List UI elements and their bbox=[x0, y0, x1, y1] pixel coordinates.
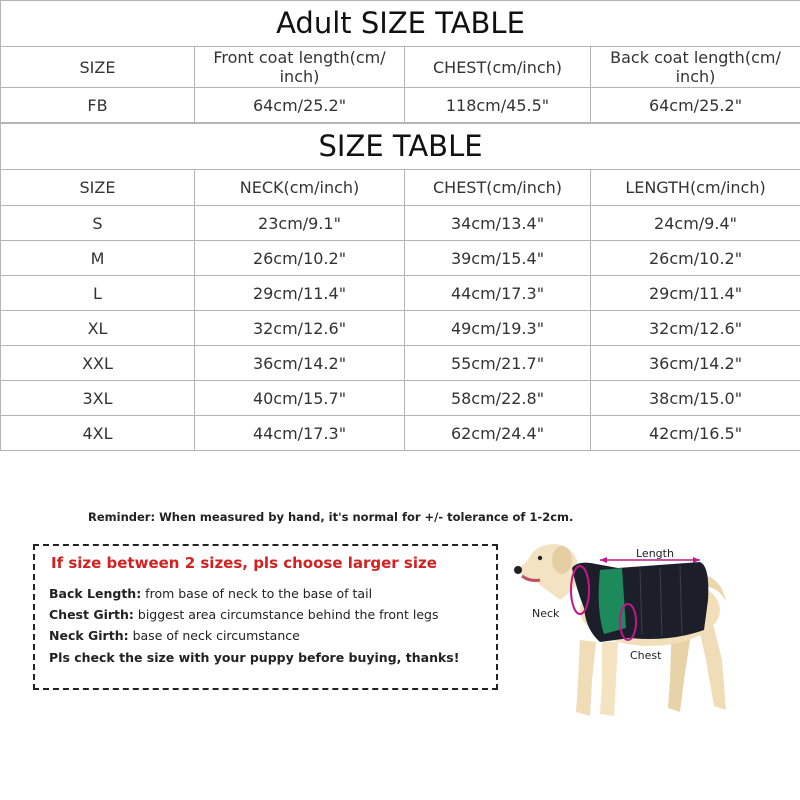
header-cell: Back coat length(cm/ inch) bbox=[591, 47, 800, 88]
table-cell: 55cm/21.7" bbox=[405, 346, 591, 381]
size-table-title: SIZE TABLE bbox=[1, 123, 800, 170]
table-cell: 26cm/10.2" bbox=[195, 241, 405, 276]
notes-heading: If size between 2 sizes, pls choose larger size bbox=[51, 554, 437, 572]
table-row bbox=[1, 206, 800, 241]
table-cell: 36cm/14.2" bbox=[591, 346, 800, 381]
table-cell: S bbox=[1, 206, 195, 241]
length-label: Length bbox=[636, 547, 674, 560]
note-label: Neck Girth: bbox=[49, 628, 129, 643]
table-row bbox=[1, 276, 800, 311]
table-cell: 3XL bbox=[1, 381, 195, 416]
table-cell: 62cm/24.4" bbox=[405, 416, 591, 451]
table-cell: L bbox=[1, 276, 195, 311]
table-cell: 26cm/10.2" bbox=[591, 241, 800, 276]
adult-table-title: Adult SIZE TABLE bbox=[1, 1, 800, 47]
header-cell: CHEST(cm/inch) bbox=[405, 170, 591, 206]
reminder-text: Reminder: When measured by hand, it's normal for +/- tolerance of 1-2cm. bbox=[88, 510, 574, 524]
size-table bbox=[0, 122, 800, 451]
table-cell: FB bbox=[1, 88, 195, 124]
note-label: Back Length: bbox=[49, 586, 142, 601]
table-cell: 29cm/11.4" bbox=[591, 276, 800, 311]
dog-eye bbox=[538, 556, 542, 560]
table-row bbox=[1, 88, 800, 124]
adult-size-table bbox=[0, 0, 800, 124]
table-cell: 4XL bbox=[1, 416, 195, 451]
table-cell: 58cm/22.8" bbox=[405, 381, 591, 416]
table-cell: 49cm/19.3" bbox=[405, 311, 591, 346]
table-cell: 32cm/12.6" bbox=[591, 311, 800, 346]
table-cell: 40cm/15.7" bbox=[195, 381, 405, 416]
table-cell: XL bbox=[1, 311, 195, 346]
table-cell: 118cm/45.5" bbox=[405, 88, 591, 124]
adult-table-header-row bbox=[1, 47, 800, 88]
table-cell: 42cm/16.5" bbox=[591, 416, 800, 451]
header-cell: NECK(cm/inch) bbox=[195, 170, 405, 206]
header-cell: LENGTH(cm/inch) bbox=[591, 170, 800, 206]
header-cell: Front coat length(cm/ inch) bbox=[195, 47, 405, 88]
table-row bbox=[1, 381, 800, 416]
note-neck-girth bbox=[49, 628, 300, 643]
note-final: Pls check the size with your puppy before buying, thanks! bbox=[49, 650, 460, 665]
table-cell: 29cm/11.4" bbox=[195, 276, 405, 311]
measurement-notes-box bbox=[33, 544, 498, 690]
note-text: from base of neck to the base of tail bbox=[141, 586, 373, 601]
dog-illustration bbox=[500, 530, 790, 730]
table-cell: 32cm/12.6" bbox=[195, 311, 405, 346]
neck-label: Neck bbox=[532, 607, 560, 620]
header-cell: SIZE bbox=[1, 47, 195, 88]
table-cell: XXL bbox=[1, 346, 195, 381]
table-cell: 38cm/15.0" bbox=[591, 381, 800, 416]
dog-measurement-diagram bbox=[500, 530, 790, 730]
table-cell: 39cm/15.4" bbox=[405, 241, 591, 276]
note-chest-girth bbox=[49, 607, 438, 622]
length-arrow-left bbox=[600, 557, 607, 563]
table-cell: 64cm/25.2" bbox=[195, 88, 405, 124]
table-cell: M bbox=[1, 241, 195, 276]
header-cell: CHEST(cm/inch) bbox=[405, 47, 591, 88]
table-cell: 44cm/17.3" bbox=[195, 416, 405, 451]
dog-nose bbox=[514, 566, 522, 574]
chest-label: Chest bbox=[630, 649, 662, 662]
size-table-header-row bbox=[1, 170, 800, 206]
table-cell: 23cm/9.1" bbox=[195, 206, 405, 241]
note-label: Chest Girth: bbox=[49, 607, 134, 622]
note-text: biggest area circumstance behind the front legs bbox=[133, 607, 439, 622]
table-cell: 36cm/14.2" bbox=[195, 346, 405, 381]
table-cell: 64cm/25.2" bbox=[591, 88, 800, 124]
table-row bbox=[1, 346, 800, 381]
table-row bbox=[1, 416, 800, 451]
table-row bbox=[1, 241, 800, 276]
dog-front-leg bbox=[600, 642, 618, 716]
table-cell: 24cm/9.4" bbox=[591, 206, 800, 241]
table-row bbox=[1, 311, 800, 346]
table-cell: 44cm/17.3" bbox=[405, 276, 591, 311]
table-cell: 34cm/13.4" bbox=[405, 206, 591, 241]
dog-coat-green-panel bbox=[599, 568, 626, 634]
note-text: base of neck circumstance bbox=[128, 628, 300, 643]
header-cell: SIZE bbox=[1, 170, 195, 206]
dog-ear bbox=[552, 546, 572, 574]
dog-front-leg bbox=[576, 640, 596, 716]
note-back-length bbox=[49, 586, 372, 601]
